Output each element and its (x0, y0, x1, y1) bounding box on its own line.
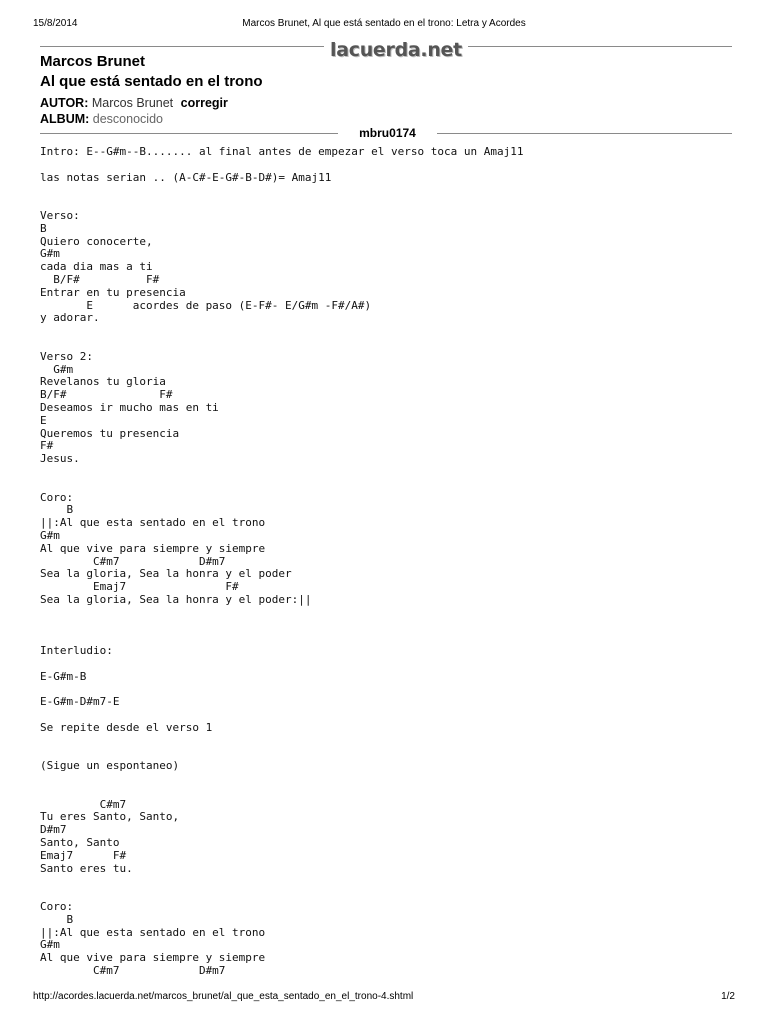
user-divider-right (437, 133, 732, 134)
print-date: 15/8/2014 (33, 18, 78, 29)
album-value: desconocido (92, 112, 163, 126)
song-title: Al que está sentado en el trono (40, 73, 263, 90)
print-url: http://acordes.lacuerda.net/marcos_brunet/al_que_esta_sentado_en_el_trono-4.shtml (33, 991, 414, 1002)
album-label: ALBUM: (40, 112, 90, 126)
chord-sheet: Intro: E--G#m--B....... al final antes de empezar el verso toca un Amaj11 las notas serian .. (A-C#-E-G#-B-D#)= Amaj11 Verso: B Quiero conocerte, G#m cada dia mas a ti B/F# F# Entrar en tu presencia E acordes de paso (E-F#- E/G#m -F#/A#) y adorar. Verso 2: G#m Revelanos tu gloria B/F# F# Deseamos ir mucho mas en ti E Queremos tu presencia F# Jesus. Coro: B ||:Al que esta sentado en el trono G#m Al que vive para siempre y siempre C#m7 D#m7 Sea la gloria, Sea la honra y el poder Emaj7 F# Sea la gloria, Sea la honra y el poder:|| Interludio: E-G#m-B E-G#m-D#m7-E Se repite desde el verso 1 (Sigue un espontaneo) C#m7 Tu eres Santo, Santo, D#m7 Santo, Santo Emaj7 F# Santo eres tu. Coro: B ||:Al que esta sentado en el trono G#m Al que vive para siempre y siempre C#m7 D#m7 (40, 145, 524, 977)
artist-name[interactable]: Marcos Brunet (40, 53, 146, 70)
uploader-name: mbru0174 (359, 126, 416, 140)
logo-text: lacuerda.net (330, 39, 462, 61)
meta-album (40, 112, 163, 126)
print-page-title: Marcos Brunet, Al que está sentado en el trono: Letra y Acordes (242, 18, 526, 29)
print-page-number: 1/2 (721, 991, 735, 1002)
print-header (33, 18, 735, 32)
corregir-link[interactable]: corregir (180, 96, 228, 110)
autor-label: AUTOR: (40, 96, 89, 110)
site-logo[interactable] (324, 38, 468, 62)
meta-autor (40, 96, 228, 110)
autor-value: Marcos Brunet (91, 96, 174, 110)
print-footer (33, 991, 735, 1005)
user-divider-left (40, 133, 338, 134)
